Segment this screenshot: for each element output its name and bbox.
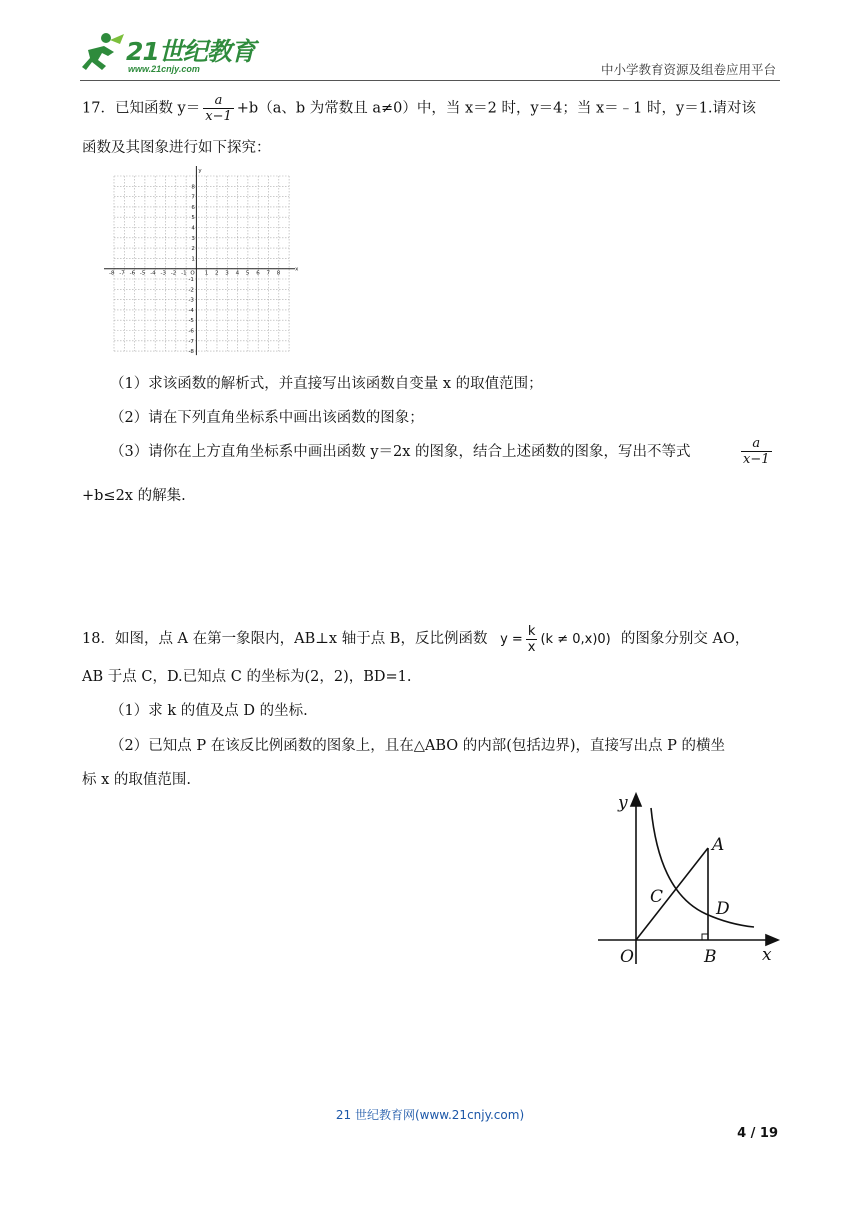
- fig-label-y: y: [618, 793, 628, 813]
- y-tick-label: -8: [188, 349, 194, 356]
- x-tick-label: 8: [276, 270, 281, 277]
- q17-part2: （2）请在下列直角坐标系中画出该函数的图象；: [110, 410, 424, 426]
- y-tick-label: 7: [191, 194, 195, 201]
- q17-part3-cont: +b≤2x 的解集.: [82, 488, 186, 504]
- fig-label-D: D: [716, 899, 730, 919]
- fig-label-C: C: [650, 887, 664, 907]
- q18-part1: （1）求 k 的值及点 D 的坐标.: [110, 703, 308, 719]
- y-tick-label: 5: [191, 215, 195, 222]
- y-tick-label: -1: [188, 277, 194, 283]
- q17-fraction: $\frac{a}{x-1}$: [205, 93, 232, 124]
- fig-label-x: x: [762, 945, 772, 965]
- fig-label-B: B: [704, 947, 717, 967]
- fig-label-A: A: [712, 835, 725, 855]
- x-tick-label: 2: [215, 270, 219, 277]
- footer-site-link[interactable]: 21 世纪教育网(www.21cnjy.com): [335, 1108, 525, 1122]
- q17-line1: 17．已知函数 y＝ $\frac{a}{x-1}$ +b（a、b 为常数且 a≠0）中，当 x＝2 时，y＝4；当 x＝﹣1 时，y＝1.请对该: [82, 93, 757, 124]
- x-tick-label: -3: [160, 270, 166, 277]
- y-tick-label: 8: [191, 184, 195, 191]
- fig-label-O: O: [620, 947, 634, 967]
- x-axis-label: x: [295, 266, 299, 273]
- q17-part3-fraction: $\frac{a}{x-1}$: [743, 436, 770, 467]
- x-tick-label: 6: [256, 270, 260, 277]
- y-tick-label: 6: [191, 204, 195, 211]
- y-tick-label: -5: [188, 318, 194, 325]
- logo-title: 21世纪教育: [126, 37, 255, 66]
- y-tick-label: -2: [188, 287, 194, 294]
- site-logo: [80, 30, 260, 80]
- y-axis-label: y: [198, 168, 202, 174]
- y-tick-label: -4: [188, 307, 194, 314]
- q18-part2: （2）已知点 P 在该反比例函数的图象上，且在△ABO 的内部(包括边界)，直接写出点 P 的横坐: [110, 738, 726, 754]
- q18-part2-cont: 标 x 的取值范围.: [82, 772, 192, 788]
- x-tick-label: 1: [204, 270, 209, 277]
- x-tick-label: -5: [139, 270, 146, 277]
- x-tick-label: 3: [225, 270, 229, 277]
- y-tick-label: -3: [188, 297, 194, 304]
- q18-formula: y = $\frac{k}{x}$ (k ≠ 0,x)0): [500, 624, 611, 655]
- coordinate-grid: [104, 166, 299, 356]
- y-tick-label: 3: [191, 235, 195, 242]
- header-platform-text: 中小学教育资源及组卷应用平台: [600, 62, 776, 77]
- y-tick-label: 2: [191, 246, 195, 253]
- q17-line2: 函数及其图象进行如下探究：: [82, 140, 271, 156]
- y-tick-label: 4: [191, 225, 195, 232]
- header-divider: [80, 80, 780, 81]
- x-tick-label: -4: [150, 270, 156, 277]
- page-number: 4 / 19: [737, 1126, 778, 1141]
- logo-url: www.21cnjy.com: [128, 64, 200, 74]
- x-tick-label: -2: [170, 270, 177, 277]
- y-tick-label: 1: [191, 256, 195, 263]
- q18-figure: [596, 788, 786, 968]
- x-tick-label: 4: [235, 270, 240, 277]
- x-tick-label: -7: [119, 270, 125, 277]
- q18-line2: AB 于点 C，D.已知点 C 的坐标为(2，2)，BD=1.: [82, 669, 412, 685]
- x-tick-label: 5: [245, 270, 250, 277]
- y-tick-label: -6: [188, 328, 194, 335]
- x-tick-label: -6: [129, 270, 136, 277]
- q17-part3: （3）请你在上方直角坐标系中画出函数 y＝2x 的图象，结合上述函数的图象，写出不等式: [110, 444, 691, 460]
- x-tick-label: -8: [109, 270, 115, 277]
- y-tick-label: -7: [188, 338, 194, 345]
- runner-icon: [80, 30, 126, 76]
- x-tick-label: 7: [266, 270, 270, 277]
- origin-label: O: [190, 270, 195, 277]
- x-tick-label: -1: [181, 270, 187, 277]
- q18-line1: 18．如图，点 A 在第一象限内，AB⊥x 轴于点 B，反比例函数 y = $\frac{k}{x}$ (k ≠ 0,x)0) 的图象分别交 AO，: [82, 624, 750, 655]
- q17-part1: （1）求该函数的解析式，并直接写出该函数自变量 x 的取值范围；: [110, 376, 543, 392]
